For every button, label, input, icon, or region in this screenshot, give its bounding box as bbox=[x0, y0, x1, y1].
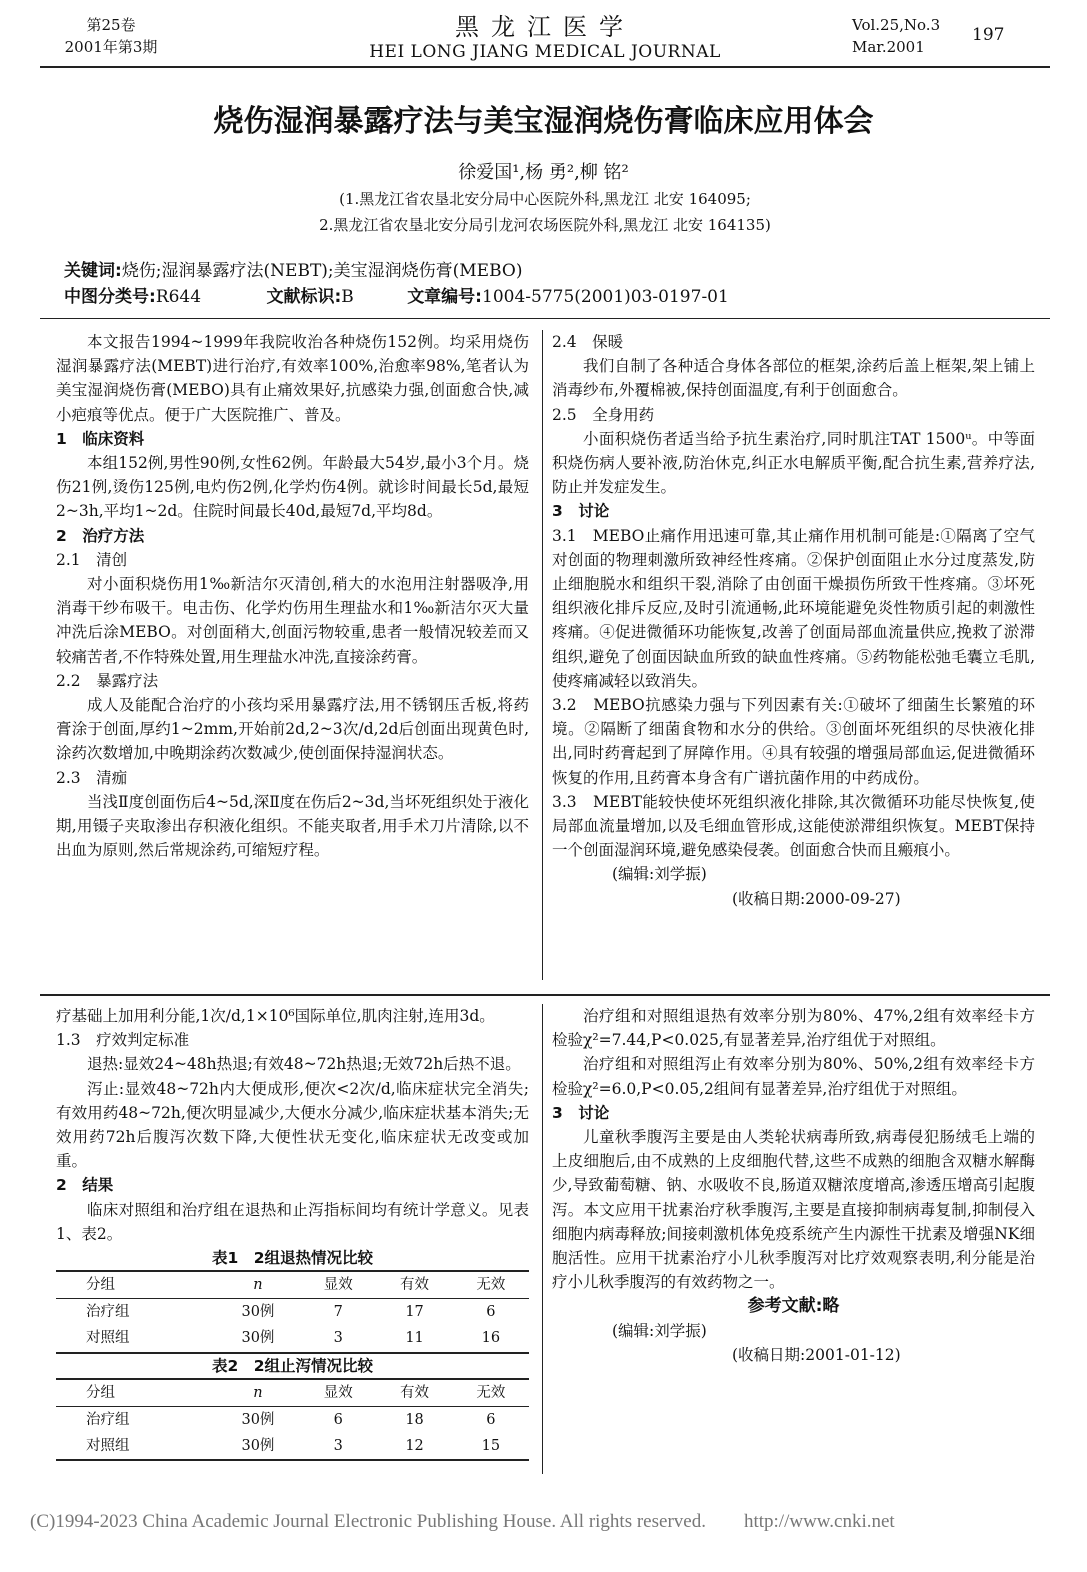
table-header-cell: n bbox=[216, 1379, 300, 1407]
keywords-label: 关键词: bbox=[64, 261, 122, 281]
table-cell: 17 bbox=[405, 1304, 424, 1321]
volume-en: Vol.25,No.3 bbox=[852, 16, 941, 34]
affiliation-1: (1.黑龙江省农垦北安分局中心医院外科,黑龙江 北安 164095; bbox=[339, 190, 751, 208]
article-a-left-column bbox=[56, 330, 529, 862]
section-heading: 3 讨论 bbox=[552, 502, 610, 521]
subsection-heading: 1.3 疗效判定标准 bbox=[56, 1031, 190, 1050]
table-row bbox=[56, 1433, 529, 1460]
article-authors: 徐爱国¹,杨 勇²,柳 铭² bbox=[458, 162, 629, 183]
title-rule bbox=[40, 318, 1050, 319]
header-rule bbox=[40, 66, 1050, 68]
paragraph: 儿童秋季腹泻主要是由人类轮状病毒所致,病毒侵犯肠绒毛上端的上皮细胞后,由不成熟的上皮细胞代替,这些不成熟的细胞含双糖水解酶少,导致葡萄糖、钠、水吸收不良,肠道双糖浓度增高,渗透压增高引起腹泻。本文应用干扰素治疗秋季腹泻,主要是直接抑制病毒复制,抑制侵入细胞内病毒释放;间接刺激机体免疫系统产生内源性干扰素及增强NK细胞活性。应用干扰素治疗小儿秋季腹泻对比疗效观察表明,利分能是治疗小儿秋季腹泻的有效药物之一。 bbox=[552, 1128, 1035, 1292]
discussion-3-1: 3.1 MEBO止痛作用迅速可靠,其止痛作用机制可能是:①隔离了空气对创面的物理刺激所致神经性疼痛。②保护创面阻止水分过度蒸发,防止细胞脱水和组织干裂,消除了由创面干燥损伤所致干性疼痛。③坏死组织液化排斥反应,及时引流通畅,此环境能避免炎性物质引起的刺激性疼痛。④促进微循环功能恢复,改善了创面局部血流量供应,挽救了淤滞组织,避免了创面因缺血所致的缺血性疼痛。⑤药物能松弛毛囊立毛肌,使疼痛减轻以致消失。 bbox=[552, 526, 1035, 690]
journal-name-en: HEI LONG JIANG MEDICAL JOURNAL bbox=[369, 42, 721, 62]
article-separator bbox=[40, 994, 1050, 996]
table-cell: 15 bbox=[453, 1433, 529, 1460]
table-2-caption: 表2 2组止泻情况比较 bbox=[211, 1356, 374, 1375]
doc-code: B bbox=[341, 287, 354, 307]
table-cell: 12 bbox=[376, 1433, 452, 1460]
discussion-3-3: 3.3 MEBT能较快使坏死组织液化排除,其次微循环功能尽快恢复,使局部血流量增加,以及毛细血管形成,这能使淤滞组织恢复。MEBT保持一个创面湿润环境,避免感染侵袭。创面愈合快而且瘢痕小。 bbox=[552, 792, 1035, 860]
section-heading: 3 讨论 bbox=[552, 1103, 610, 1122]
paragraph: 泻止:显效48~72h内大便成形,便次<2次/d,临床症状完全消失;有效用药48~72h,便次明显减少,大便水分减少,临床症状基本消失;无效用药72h后腹泻次数下降,大便性状无变化,临床症状无改变或加重。 bbox=[56, 1079, 529, 1171]
class-label: 中图分类号: bbox=[64, 287, 156, 307]
table-cell: 30例 bbox=[216, 1325, 300, 1352]
article-id-label: 文章编号: bbox=[407, 287, 482, 307]
table-cell: 6 bbox=[333, 1411, 343, 1428]
table-cell: 治疗组 bbox=[86, 1304, 130, 1321]
subsection-heading: 2.3 清痂 bbox=[56, 768, 128, 787]
paragraph: 临床对照组和治疗组在退热和止泻指标间均有统计学意义。见表1、表2。 bbox=[56, 1200, 529, 1243]
table-cell: 11 bbox=[376, 1325, 452, 1352]
discussion-3-2: 3.2 MEBO抗感染力强与下列因素有关:①破坏了细菌生长繁殖的环境。②隔断了细菌食物和水分的供给。③创面坏死组织的尽快液化排出,同时药膏起到了屏障作用。④具有较强的增强局部血运,促进微循环恢复的作用,且药膏本身含有广谱抗菌作用的中药成份。 bbox=[552, 696, 1035, 787]
table-header-cell: 无效 bbox=[453, 1271, 529, 1299]
paragraph: 治疗组和对照组退热有效率分别为80%、47%,2组有效率经卡方检验χ²=7.44,P<0.025,有显著差异,治疗组优于对照组。 bbox=[552, 1007, 1035, 1050]
article-affiliations bbox=[60, 186, 1030, 238]
paragraph: 退热:显效24~48h热退;有效48~72h热退;无效72h后热不退。 bbox=[87, 1055, 521, 1074]
editor-note: (编辑:刘学振) bbox=[612, 1321, 707, 1340]
keywords-line bbox=[64, 258, 522, 284]
issue-cn: 2001年第3期 bbox=[64, 38, 158, 56]
table-cell: 对照组 bbox=[56, 1325, 216, 1352]
header-volume-en bbox=[852, 14, 1052, 58]
table-cell: 30例 bbox=[241, 1304, 275, 1321]
table-header-cell: 显效 bbox=[300, 1379, 376, 1407]
paragraph: 我们自制了各种适合身体各部位的框架,涂药后盖上框架,架上铺上消毒纱布,外覆棉被,保持创面温度,有利于创面愈合。 bbox=[552, 357, 1035, 400]
subsection-heading: 2.2 暴露疗法 bbox=[56, 671, 159, 690]
date-en: Mar.2001 bbox=[852, 38, 925, 56]
subsection-heading: 2.4 保暖 bbox=[552, 333, 624, 351]
table-cell: 16 bbox=[453, 1325, 529, 1352]
table-header-cell: 分组 bbox=[56, 1379, 216, 1407]
table-2 bbox=[56, 1378, 529, 1462]
received-date: (收稿日期:2000-09-27) bbox=[732, 889, 901, 908]
table-cell: 7 bbox=[333, 1304, 343, 1321]
class-code: R644 bbox=[155, 287, 202, 307]
journal-name-cn: 黑龙江医学 bbox=[455, 13, 635, 41]
references-note: 参考文献:略 bbox=[747, 1296, 840, 1317]
doc-label: 文献标识: bbox=[266, 287, 342, 307]
keywords: 烧伤;湿润暴露疗法(NEBT);美宝湿润烧伤膏(MEBO) bbox=[121, 261, 523, 281]
table-header-cell: 有效 bbox=[376, 1271, 452, 1299]
intro-paragraph: 本文报告1994~1999年我院收治各种烧伤152例。均采用烧伤湿润暴露疗法(MEBT)进行治疗,有效率100%,治愈率98%,笔者认为美宝湿润烧伤膏(MEBO)具有止痛效果好,抗感染力强,创面愈合快,减小疤痕等优点。便于广大医院推广、普及。 bbox=[56, 333, 529, 424]
affiliation-2: 2.黑龙江省农垦北安分局引龙河农场医院外科,黑龙江 北安 164135) bbox=[319, 216, 771, 234]
paragraph: 当浅Ⅱ度创面伤后4~5d,深Ⅱ度在伤后2~3d,当坏死组织处于液化期,用镊子夹取渗出存积液化组织。不能夹取者,用手术刀片清除,以不出血为原则,然后常规涂药,可缩短疗程。 bbox=[56, 792, 529, 860]
journal-name bbox=[330, 12, 760, 62]
article-title: 烧伤湿润暴露疗法与美宝湿润烧伤膏临床应用体会 bbox=[213, 104, 874, 139]
classification-line bbox=[64, 284, 729, 310]
table-header-cell: 显效 bbox=[300, 1271, 376, 1299]
table-row bbox=[56, 1299, 529, 1326]
table-cell: 3 bbox=[300, 1325, 376, 1352]
section-heading: 2 治疗方法 bbox=[56, 526, 145, 545]
article-b-left-column bbox=[56, 1004, 529, 1461]
paragraph: 小面积烧伤者适当给予抗生素治疗,同时肌注TAT 1500ᵘ。中等面积烧伤病人要补液,防治休克,纠正水电解质平衡,配合抗生素,营养疗法,防止并发症发生。 bbox=[552, 429, 1035, 497]
table-cell: 30例 bbox=[216, 1433, 300, 1460]
table-header-cell: 有效 bbox=[376, 1379, 452, 1407]
table-header-cell: 无效 bbox=[453, 1379, 529, 1407]
table-cell: 治疗组 bbox=[86, 1411, 130, 1428]
section-heading: 2 结果 bbox=[56, 1176, 114, 1195]
paragraph: 成人及能配合治疗的小孩均采用暴露疗法,用不锈钢压舌板,将药膏涂于创面,厚约1~2mm,开始前2d,2~3次/d,2d后创面出现黄色时,涂药次数增加,中晚期涂药次数减少,使创面保持湿润状态。 bbox=[56, 696, 529, 763]
copyright-footer: (C)1994-2023 China Academic Journal Electronic Publishing House. All rights reserved. http://www.cnki.net bbox=[30, 1511, 895, 1532]
editor-note: (编辑:刘学振) bbox=[612, 865, 707, 884]
table-header-cell: n bbox=[216, 1271, 300, 1299]
table-cell: 3 bbox=[300, 1433, 376, 1460]
table-row bbox=[56, 1325, 529, 1352]
table-cell: 30例 bbox=[241, 1411, 275, 1428]
section-heading: 1 临床资料 bbox=[56, 429, 145, 448]
column-divider bbox=[542, 330, 543, 980]
subsection-heading: 2.1 清创 bbox=[56, 550, 128, 569]
article-a-right-column bbox=[552, 330, 1035, 911]
header-volume-cn bbox=[56, 14, 166, 58]
table-1-caption: 表1 2组退热情况比较 bbox=[211, 1249, 374, 1268]
paragraph: 对小面积烧伤用1‰新洁尔灭清创,稍大的水泡用注射器吸净,用消毒干纱布吸干。电击伤、化学灼伤用生理盐水和1‰新洁尔灭大量冲洗后涂MEBO。对创面稍大,创面污物较重,患者一般情况较差而又较痛苦者,不作特殊处置,用生理盐水冲洗,直接涂药膏。 bbox=[56, 575, 529, 666]
table-row bbox=[56, 1406, 529, 1433]
volume-cn: 第25卷 bbox=[86, 16, 136, 34]
table-cell: 6 bbox=[486, 1304, 496, 1321]
article-id: 1004-5775(2001)03-0197-01 bbox=[482, 287, 729, 307]
table-cell: 18 bbox=[405, 1411, 424, 1428]
article-b-right-column bbox=[552, 1004, 1035, 1367]
page-number: 197 bbox=[972, 25, 1005, 45]
table-cell: 对照组 bbox=[56, 1433, 216, 1460]
subsection-heading: 2.5 全身用药 bbox=[552, 405, 655, 424]
received-date: (收稿日期:2001-01-12) bbox=[732, 1345, 901, 1364]
paragraph: 治疗组和对照组泻止有效率分别为80%、50%,2组有效率经卡方检验χ²=6.0,P<0.05,2组间有显著差异,治疗组优于对照组。 bbox=[552, 1055, 1035, 1098]
table-1 bbox=[56, 1270, 529, 1354]
paragraph: 本组152例,男性90例,女性62例。年龄最大54岁,最小3个月。烧伤21例,烫伤125例,电灼伤2例,化学灼伤4例。就诊时间最长5d,最短2~3h,平均1~2d。住院时间最长40d,最短7d,平均8d。 bbox=[56, 454, 529, 521]
table-cell: 6 bbox=[486, 1411, 496, 1428]
paragraph: 疗基础上加用利分能,1次/d,1×10⁶国际单位,肌肉注射,连用3d。 bbox=[56, 1007, 495, 1025]
column-divider bbox=[542, 1004, 543, 1474]
table-header-cell: 分组 bbox=[56, 1271, 216, 1299]
